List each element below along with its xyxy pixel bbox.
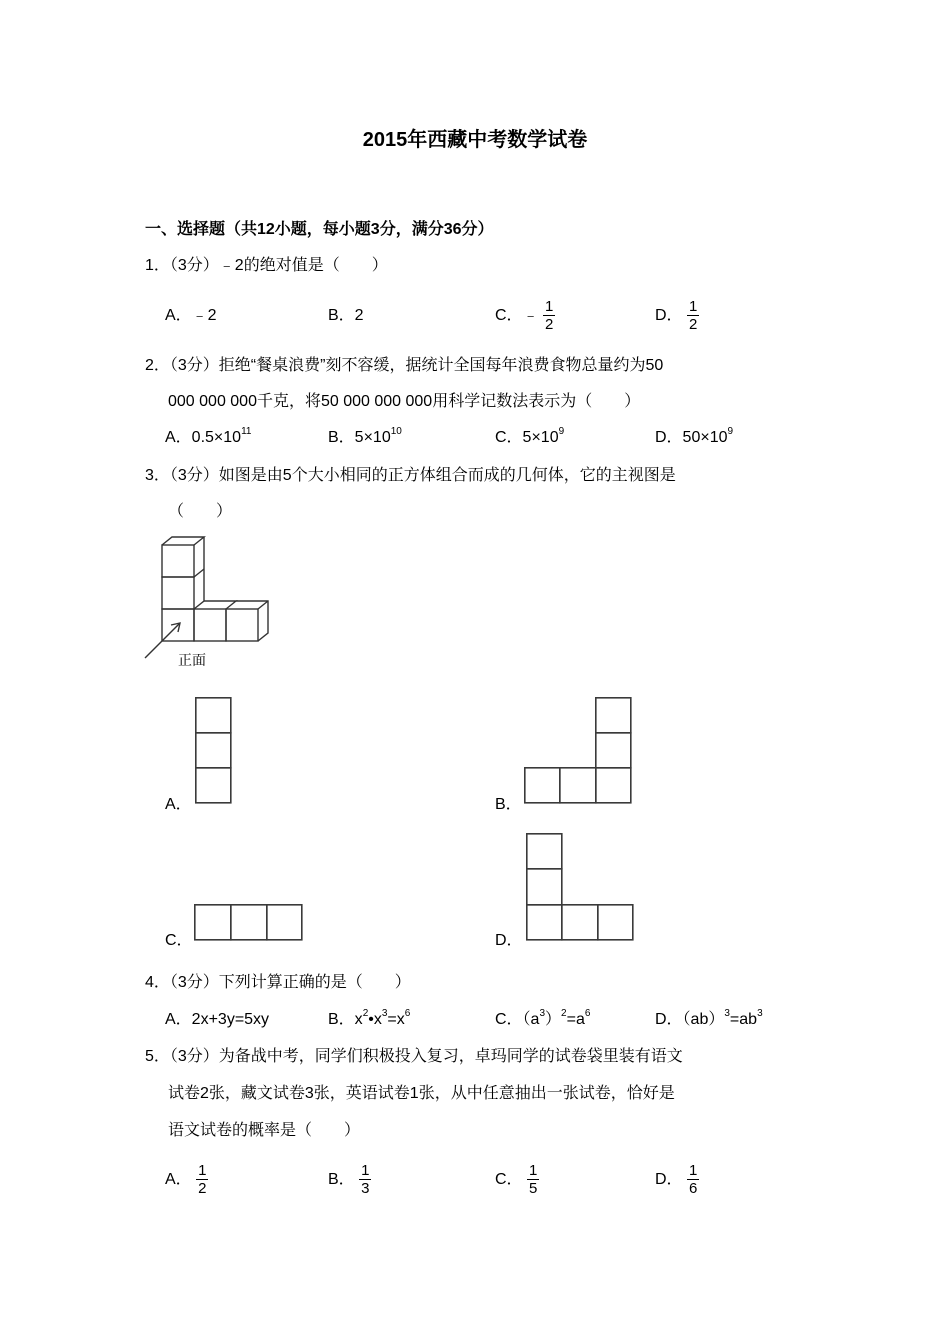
expr-part: ） bbox=[545, 1011, 562, 1028]
fraction-denominator: 2 bbox=[545, 316, 554, 334]
q2-option-c-base: C．5×10 bbox=[495, 429, 559, 446]
q4-option-c bbox=[495, 1007, 591, 1030]
expr-exponent: 3 bbox=[724, 1007, 730, 1019]
q3-option-c-label: C． bbox=[165, 932, 193, 949]
q1-option-c bbox=[495, 296, 555, 336]
fraction-denominator: 3 bbox=[361, 1180, 370, 1198]
section-heading: 一、选择题（共12小题，每小题3分，满分36分） bbox=[145, 221, 494, 238]
q1-option-c-sign: ﹣ bbox=[522, 307, 539, 324]
q3-option-d-label: D． bbox=[495, 932, 523, 949]
q4-option-b bbox=[328, 1007, 411, 1030]
q4-stem: 4．（3分）下列计算正确的是（ ） bbox=[145, 974, 411, 991]
q2-option-a bbox=[165, 425, 252, 448]
q3-option-b-figure bbox=[524, 697, 632, 804]
q5-option-b-label: B． bbox=[328, 1171, 355, 1188]
q3-option-c-figure bbox=[194, 904, 303, 941]
q1-option-c-label: C． bbox=[495, 307, 523, 324]
q2-option-a-exponent: 11 bbox=[241, 425, 252, 437]
expr-part: =a bbox=[566, 1011, 585, 1028]
q3-stem-line2: （ ） bbox=[168, 503, 233, 520]
expr-part: D．（ab） bbox=[655, 1011, 725, 1028]
q5-option-d-fraction bbox=[687, 1162, 699, 1197]
q2-option-c-exponent: 9 bbox=[558, 425, 565, 437]
expr-exponent: 6 bbox=[404, 1007, 411, 1019]
q1-option-a: A．﹣2 bbox=[165, 307, 217, 324]
q2-option-d-base: D．50×10 bbox=[655, 429, 728, 446]
q2-option-c bbox=[495, 425, 565, 448]
q5-option-a-label: A． bbox=[165, 1171, 192, 1188]
fraction-numerator: 1 bbox=[689, 298, 698, 316]
q5-option-a bbox=[165, 1160, 208, 1200]
expr-exponent: 6 bbox=[584, 1007, 591, 1019]
q5-stem-line1: 5．（3分）为备战中考，同学们积极投入复习，卓玛同学的试卷袋里装有语文 bbox=[145, 1048, 683, 1065]
q1-option-d-fraction bbox=[687, 298, 699, 333]
q1-option-d bbox=[655, 296, 699, 336]
q2-option-b-exponent: 10 bbox=[390, 425, 402, 437]
q5-option-c bbox=[495, 1160, 539, 1200]
q5-stem-line3: 语文试卷的概率是（ ） bbox=[168, 1122, 361, 1139]
q2-option-b bbox=[328, 425, 402, 448]
q1-option-d-label: D． bbox=[655, 307, 683, 324]
fraction-numerator: 1 bbox=[361, 1162, 370, 1180]
q2-stem-line1: 2．（3分）拒绝“餐桌浪费”刻不容缓，据统计全国每年浪费食物总量约为50 bbox=[145, 357, 664, 374]
q1-option-b: B．2 bbox=[328, 307, 364, 324]
q3-option-d-figure bbox=[526, 833, 634, 941]
q3-front-label: 正面 bbox=[178, 652, 206, 668]
q2-option-d-exponent: 9 bbox=[727, 425, 734, 437]
q5-option-c-fraction bbox=[527, 1162, 539, 1197]
q1-option-c-fraction bbox=[543, 298, 555, 333]
q2-option-a-base: A．0.5×10 bbox=[165, 429, 242, 446]
q4-option-a: A．2x+3y=5xy bbox=[165, 1011, 270, 1028]
q3-option-a-label: A． bbox=[165, 796, 192, 813]
fraction-numerator: 1 bbox=[545, 298, 554, 316]
fraction-numerator: 1 bbox=[529, 1162, 538, 1180]
q5-stem-line2: 试卷2张，藏文试卷3张，英语试卷1张，从中任意抽出一张试卷，恰好是 bbox=[168, 1085, 675, 1102]
expr-part: =x bbox=[387, 1011, 405, 1028]
expr-part: C．（a bbox=[495, 1011, 540, 1028]
q5-option-b bbox=[328, 1160, 371, 1200]
q3-option-a-figure bbox=[195, 697, 232, 804]
expr-part: =ab bbox=[729, 1011, 758, 1028]
q3-option-b-label: B． bbox=[495, 796, 522, 813]
fraction-numerator: 1 bbox=[689, 1162, 698, 1180]
fraction-denominator: 5 bbox=[529, 1180, 538, 1198]
fraction-denominator: 6 bbox=[689, 1180, 698, 1198]
q2-option-d bbox=[655, 425, 734, 448]
q3-stem-line1: 3．（3分）如图是由5个大小相同的正方体组合而成的几何体，它的主视图是 bbox=[145, 467, 676, 484]
expr-part: B．x bbox=[328, 1011, 363, 1028]
q5-option-b-fraction bbox=[359, 1162, 371, 1197]
q4-option-d bbox=[655, 1007, 763, 1030]
q2-stem-line2: 000 000 000千克，将50 000 000 000用科学记数法表示为（ ） bbox=[168, 393, 641, 410]
q5-option-d-label: D． bbox=[655, 1171, 683, 1188]
q5-option-d bbox=[655, 1160, 699, 1200]
fraction-denominator: 2 bbox=[689, 316, 698, 334]
q5-option-c-label: C． bbox=[495, 1171, 523, 1188]
q5-option-a-fraction bbox=[196, 1162, 208, 1197]
q3-solid-figure bbox=[140, 535, 280, 670]
page-title: 2015年西藏中考数学试卷 bbox=[362, 129, 588, 151]
expr-exponent: 2 bbox=[362, 1007, 369, 1019]
q2-option-b-base: B．5×10 bbox=[328, 429, 391, 446]
expr-exponent: 2 bbox=[561, 1007, 567, 1019]
fraction-numerator: 1 bbox=[198, 1162, 207, 1180]
expr-exponent: 3 bbox=[757, 1007, 763, 1019]
q1-stem: 1．（3分）﹣2的绝对值是（ ） bbox=[145, 257, 388, 274]
expr-exponent: 3 bbox=[381, 1007, 388, 1019]
fraction-denominator: 2 bbox=[198, 1180, 207, 1198]
expr-exponent: 3 bbox=[539, 1007, 546, 1019]
expr-part: •x bbox=[368, 1011, 382, 1028]
